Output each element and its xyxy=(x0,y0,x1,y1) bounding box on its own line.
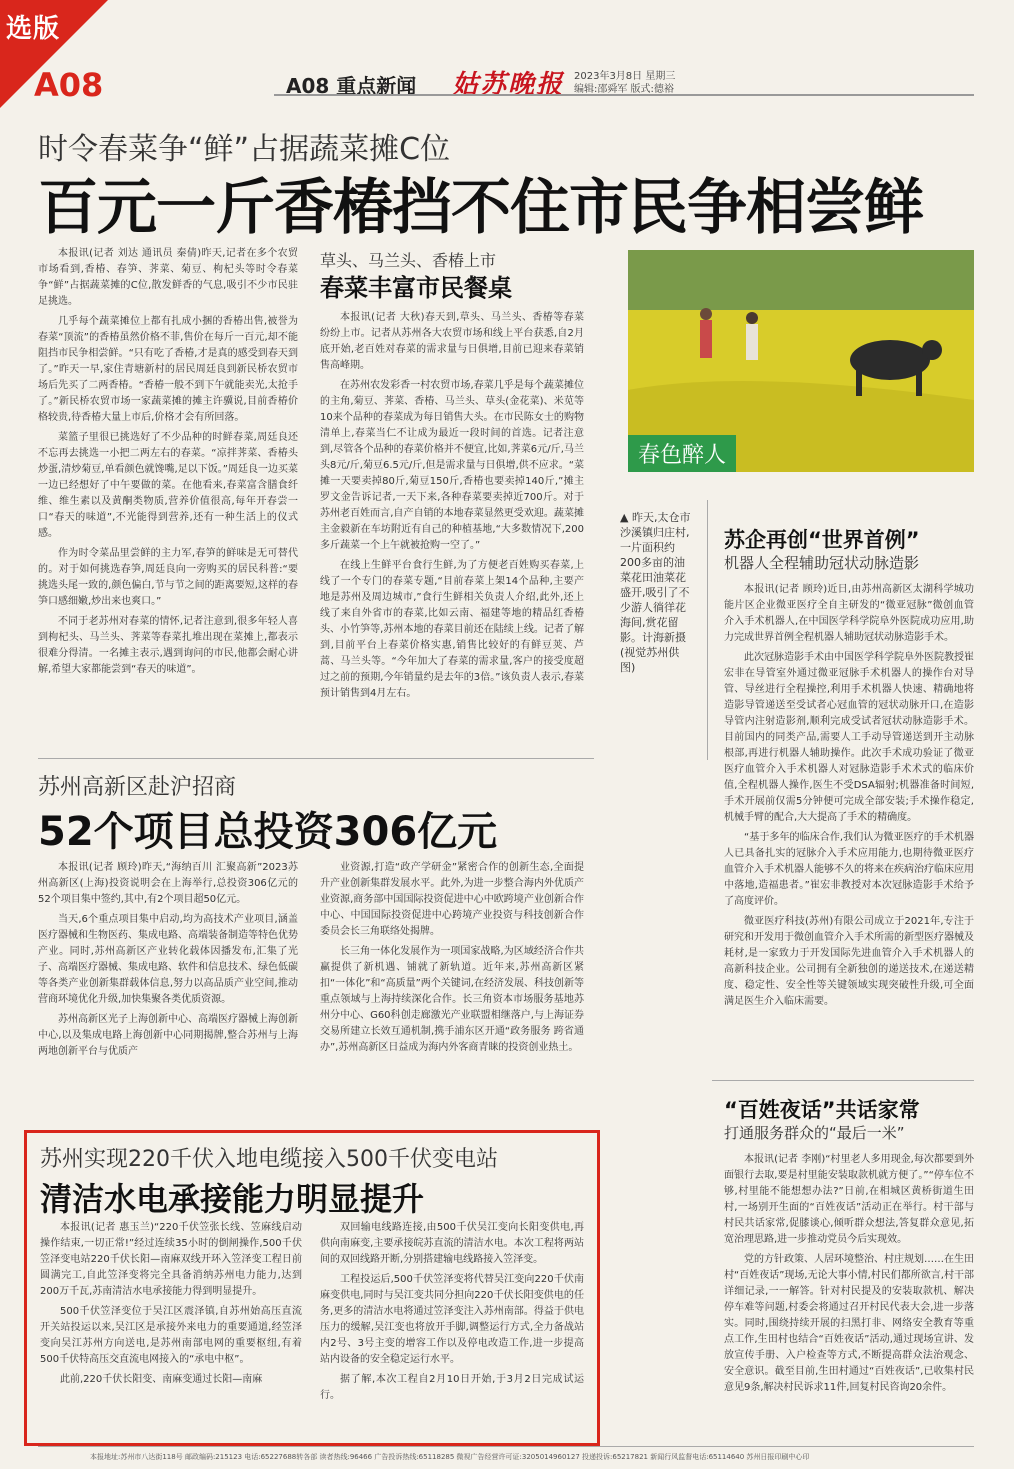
footer-divider xyxy=(38,1446,974,1447)
date-line: 2023年3月8日 星期三 xyxy=(574,71,676,82)
paragraph: 本报讯(记者 刘达 通讯员 秦倩)昨天,记者在多个农贸市场看到,香椿、春笋、荠菜、菊豆、枸杞头等时令春菜争“鲜”占据蔬菜摊的C位,散发鲜香的气息,吸引不少市民驻足挑选。 xyxy=(38,248,298,307)
paragraph: 几乎每个蔬菜摊位上都有扎成小捆的香椿出售,被誉为春菜“顶流”的香椿虽然价格不菲,售价在每斤一百元,却不能阻挡市民争相尝鲜。“只有吃了香椿,才是真的感受到春天到了。”昨天一早,家住青塘新村的居民周廷良到新民桥农贸市场后先买了二两香椿。“香椿一般不到下午就能卖光,太抢手了。”新民桥农贸市场一家蔬菜摊的摊主许骥说,目前香椿价格较贵,待香椿大量上市后,价格才会有所回落。 xyxy=(38,316,298,423)
paragraph: 本报讯(记者 顾玲)昨天,“海纳百川 汇聚高新”2023苏州高新区(上海)投资说明会在上海举行,总投资306亿元的52个项目集中签约,其中,有2个项目超50亿元。 xyxy=(38,862,298,905)
paragraph: 微亚医疗科技(苏州)有限公司成立于2021年,专注于研究和开发用于微创血管介入手术所需的新型医疗器械及耗材,是一家致力于开发国际先进血管介入手术机器人的高新科技企业。公司拥有全新独创的递送技术,在递送精度、稳定性、安全性等关键领域实现突破性升级,可全面满足医生介入临床需要。 xyxy=(724,916,974,1007)
paragraph: 业资源,打造“政产学研金”紧密合作的创新生态,全面提升产业创新集群发展水平。此外,为进一步整合海内外优质产业资源,商务部中国国际投资促进中心中欧跨境产业创新合作中心、中国国际投资促进中心跨境产业投资与科技创新合作委员会长三角联络处揭牌。 xyxy=(320,862,584,937)
paragraph: 长三角一体化发展作为一项国家战略,为区域经济合作共赢提供了新机遇、铺就了新轨道。近年来,苏州高新区紧扣“一体化”和“高质量”两个关键词,在经济发展、科技创新等重点领域与上海持续深化合作。长三角资本市场服务基地苏州分中心、G60科创走廊激光产业联盟相继落户,与上海证券交易所建立长效互通机制,携手浦东区开通“政务服务 跨省通办”,苏州高新区日益成为海内外客商青睐的投资创业热土。 xyxy=(320,946,584,1053)
section-divider xyxy=(38,758,594,759)
right1-headline: 苏企再创“世界首例” xyxy=(724,528,920,552)
photo-caption: ▲ 昨天,太仓市沙溪镇归庄村,一片面积约200多亩的油菜花田油菜花盛开,吸引了不少游人徜徉花海间,赏花留影。计海新摄(视觉苏州供图) xyxy=(620,511,691,674)
story2-column-2 xyxy=(320,860,584,1100)
lead-column-1 xyxy=(38,246,298,740)
paragraph: 此前,220千伏长阳变、南麻变通过长阳—南麻 xyxy=(60,1374,263,1385)
right2-body xyxy=(724,1152,974,1438)
paragraph: 此次冠脉造影手术由中国医学科学院阜外医院教授崔宏非在导管室外通过微亚冠脉手术机器人的操作台对导管、导丝进行全程操控,利用手术机器人快速、精确地将造影导管递送至受试者心冠血管的冠状动脉开口,在造影导管内注射造影剂,顺利完成受试者冠状动脉造影手术。目前国内的同类产品,需要人工手动导管递送到开主动脉根部,再进行机器人辅助操作。此次手术成功验证了微亚医疗血管介入手术机器人对冠脉造影手术术式的临床价值,全程机器人操作,医生不受DSA辐射;机器准备时间短,手术开展前仅需5分钟便可完成全部安装;手术操作稳定,机械手臂的配合,大大提高了手术的精确度。 xyxy=(724,652,974,823)
story3-headline: 清洁水电承接能力明显提升 xyxy=(40,1180,425,1218)
story2-column-1 xyxy=(38,860,298,1100)
paragraph: 本报讯(记者 李刚)“村里老人多用现金,每次都要到外面银行去取,要是村里能安装取款机就方便了。”“停车位不够,村里能不能想想办法?”日前,在相城区黄桥街道生田村,一场别开生面的“百姓夜话”活动正在举行。村干部与村民共话家常,促膝谈心,倾听群众想法,答复群众意见,拓宽治理思路,进一步推动党员今后实现效。 xyxy=(724,1154,974,1245)
paragraph: 本报讯(记者 大秋)春天到,草头、马兰头、香椿等春菜纷纷上市。记者从苏州各大农贸市场和线上平台获悉,自2月底开始,老百姓对春菜的需求量与日俱增,目前已迎来春菜销售高峰期。 xyxy=(320,312,584,371)
sub-kicker: 草头、马兰头、香椿上市 xyxy=(320,251,497,270)
paragraph: 本报讯(记者 顾玲)近日,由苏州高新区太湖科学城功能片区企业微亚医疗全自主研发的“微亚冠脉”微创血管介入手术机器人,在中国医学科学院阜外医院成功应用,助力完成世界首例全程机器人辅助冠状动脉造影手术。 xyxy=(724,584,974,643)
paragraph: 不同于老苏州对春菜的情怀,记者注意到,很多年轻人喜到枸杞头、马兰头、荠菜等春菜扎堆出现在菜摊上,都表示很难分得清。一名摊主表示,遇到询问的市民,他都会耐心讲解,希望大家都能尝到“春天的味道”。 xyxy=(38,616,298,675)
story2-headline: 52个项目总投资306亿元 xyxy=(38,809,498,855)
paragraph: 作为时令菜品里尝鲜的主力军,春笋的鲜味是无可替代的。对于如何挑选春笋,周廷良向一旁购买的居民科普:“要挑选头尾一致的,颜色偏白,节与节之间的距离要短,这样的春笋口感细嫩,炒出来也爽口。” xyxy=(38,548,298,607)
paragraph: 500千伏笠泽变位于吴江区震泽镇,自苏州始高压直流开关站投运以来,吴江区是承接外来电力的重要通道,经笠泽变向吴江苏州方向送电,是苏州南部电网的重要枢纽,有着500千伏特高压交直流电网接入的“承电中枢”。 xyxy=(40,1306,302,1365)
editor-line: 编辑:邵舜军 版式:德裕 xyxy=(574,84,674,95)
lead-headline: 百元一斤香椿挡不住市民争相尝鲜 xyxy=(38,173,923,243)
header-divider xyxy=(274,94,974,96)
paragraph: 据了解,本次工程自2月10日开始,于3月2日完成试运行。 xyxy=(320,1374,584,1401)
section-title: A08 重点新闻 xyxy=(286,74,417,98)
paragraph: 本报讯(记者 惠玉兰)“220千伏笠张长线、笠麻线启动操作结束,一切正常!”经过连续35小时的倒闸操作,500千伏笠泽变电站220千伏长阳—南麻双线开环入笠泽变工程日前圆满完工,自此笠泽变将完全具备消纳苏州电力能力,达到200万千瓦,苏南清洁水电承接能力得到明显提升。 xyxy=(40,1222,302,1297)
right1-body xyxy=(724,582,974,1060)
paragraph: 在苏州农发彩香一村农贸市场,春菜几乎是每个蔬菜摊位的主角,菊豆、荠菜、香椿、马兰头、草头(金花菜)、米苋等10来个品种的春菜成为每日销售大头。在市民陈女士的购物清单上,春菜当仁不让成为最近一段时间的首选。记者注意到,尽管各个品种的春菜价格并不便宜,比如,荠菜6元/斤,马兰头8元/斤,菊豆6.5元/斤,但是需求量与日俱增,供不应求。“菜摊一天要卖掉80斤,菊豆150斤,香椿也要卖掉140斤,”摊主罗文金告诉记者,一天下来,各种春菜要卖掉近700斤。对于苏州老百姓而言,自产自销的本地春菜显然更受欢迎。蔬菜摊主金毅新在车坊附近有自己的种植基地,“大多数情况下,200多斤蔬菜一个上午就被抢购一空了。” xyxy=(320,380,584,551)
section-divider xyxy=(712,1080,974,1081)
story3-column-2 xyxy=(320,1220,584,1430)
footer-info: 本报地址:苏州市八达街118号 邮政编码:215123 电话:65227688转各部 读者热线:96466 广告投诉热线:65118285 微视广告经营许可证:3205014960127 投递投诉:65217821 新闻行风监督电话:65114640 苏州日报印刷中心印 xyxy=(90,1453,810,1461)
paragraph: 双回输电线路连接,由500千伏吴江变向长阳变供电,再供向南麻变,主要承接皖苏直流的清洁水电。本次工程将两站间的双回线路开断,分别搭建输电线路接入笠泽变。 xyxy=(320,1222,584,1265)
column-divider xyxy=(707,500,708,760)
issue-date xyxy=(574,70,675,96)
sub-headline: 春菜丰富市民餐桌 xyxy=(320,274,512,302)
paragraph: 苏州高新区光子上海创新中心、高端医疗器械上海创新中心,以及集成电路上海创新中心同期揭牌,整合苏州与上海两地创新平台与优质产 xyxy=(38,1014,298,1057)
page-number: A08 xyxy=(34,66,104,104)
right2-headline: “百姓夜话”共话家常 xyxy=(724,1098,920,1122)
newspaper-masthead: 姑苏晚报 xyxy=(452,70,565,100)
story2-kicker: 苏州高新区赴沪招商 xyxy=(38,775,237,800)
right1-kicker: 机器人全程辅助冠状动脉造影 xyxy=(724,554,920,572)
paragraph: 党的方针政策、人居环境整治、村庄规划……在生田村“百姓夜话”现场,无论大事小情,村民们都所欲言,村干部详细记录,一一解答。针对村民提及的安装取款机、解决停车难等问题,村委会将通过召开村民代表大会,进一步落实。同时,围绕持续开展的扫黑打非、网络安全教育等重点工作,生田村也结合“百姓夜话”活动,通过现场宣讲、发放宣传手册、入户检查等方式,不断提高群众法治观念、安全意识。截至目前,生田村通过“百姓夜话”,已收集村民意见9条,解决村民诉求11件,回复村民咨询20余件。 xyxy=(724,1254,974,1393)
story3-column-1 xyxy=(40,1220,302,1430)
rapeseed-field-photo xyxy=(628,250,974,472)
corner-label: 选版 xyxy=(6,14,61,44)
lead-kicker: 时令春菜争“鲜”占据蔬菜摊C位 xyxy=(38,132,451,167)
story3-kicker: 苏州实现220千伏入地电缆接入500千伏变电站 xyxy=(40,1147,498,1172)
paragraph: 菜篮子里很已挑选好了不少品种的时鲜春菜,周廷良还不忘再去挑选一小把二两左右的春菜。“凉拌荠菜、香椿头炒蛋,清炒菊豆,单看颜色就馋嘴,足以下饭。”周廷良一边买菜一边已经想好了中午要做的菜。在他看来,春菜富含膳食纤维、维生素以及黄酮类物质,营养价值很高,每年开春尝一口“春天的味道”,不光能得到营养,还有一种生活上的仪式感。 xyxy=(38,432,298,539)
paragraph: 工程投运后,500千伏笠泽变将代替吴江变向220千伏南麻变供电,同时与吴江变共同分担向220千伏长阳变供电的任务,更多的清洁水电将通过笠泽变注入苏州南部。得益于供电压力的缓解,吴江变也将放开手脚,调整运行方式,全力备战站内2号、3号主变的增容工作以及停电改造工作,进一步提高站内设备的安全稳定运行水平。 xyxy=(320,1274,584,1365)
paragraph: 当天,6个重点项目集中启动,均为高技术产业项目,涵盖医疗器械和生物医药、集成电路、高端装备制造等特色优势产业。同时,苏州高新区产业转化载体因播发布,汇集了光子、高端医疗器械、集成电路、软件和信息技术、绿色低碳等各类产业创新集群载体信息,努力以高品质产业空间,推动营商环境优化升级,加快集聚各类优质资源。 xyxy=(38,914,298,1005)
photo-label: 春色醉人 xyxy=(628,435,736,472)
right2-kicker: 打通服务群众的“最后一米” xyxy=(724,1124,905,1142)
paragraph: “基于多年的临床合作,我们认为微亚医疗的手术机器人已具备扎实的冠脉介入手术应用能力,也期待微亚医疗血管介入手术机器人能够不久的将来在疾病治疗临床应用中落地,造福患者。”崔宏非教授对本次冠脉造影手术给予了高度评价。 xyxy=(724,832,974,907)
paragraph: 在线上生鲜平台食行生鲜,为了方便老百姓购买春菜,上线了一个专门的春菜专题,“目前春菜上架14个品种,主要产地是苏州及周边城市,”食行生鲜相关负责人介绍,此外,还上线了来自外省市的春菜,比如云南、福建等地的精品红香椿头、小竹笋等,苏州本地的春菜目前还在陆续上线。记者了解到,目前平台上春菜价格实惠,销售比较好的有鲜豆荚、芦蒿、马兰头等。“今年加大了春菜的需求量,客户的接受度超过之前的预期,今年销量约是去年的3倍。”该负责人表示,春菜预计销售到4月左右。 xyxy=(320,560,584,699)
lead-column-2 xyxy=(320,310,584,740)
